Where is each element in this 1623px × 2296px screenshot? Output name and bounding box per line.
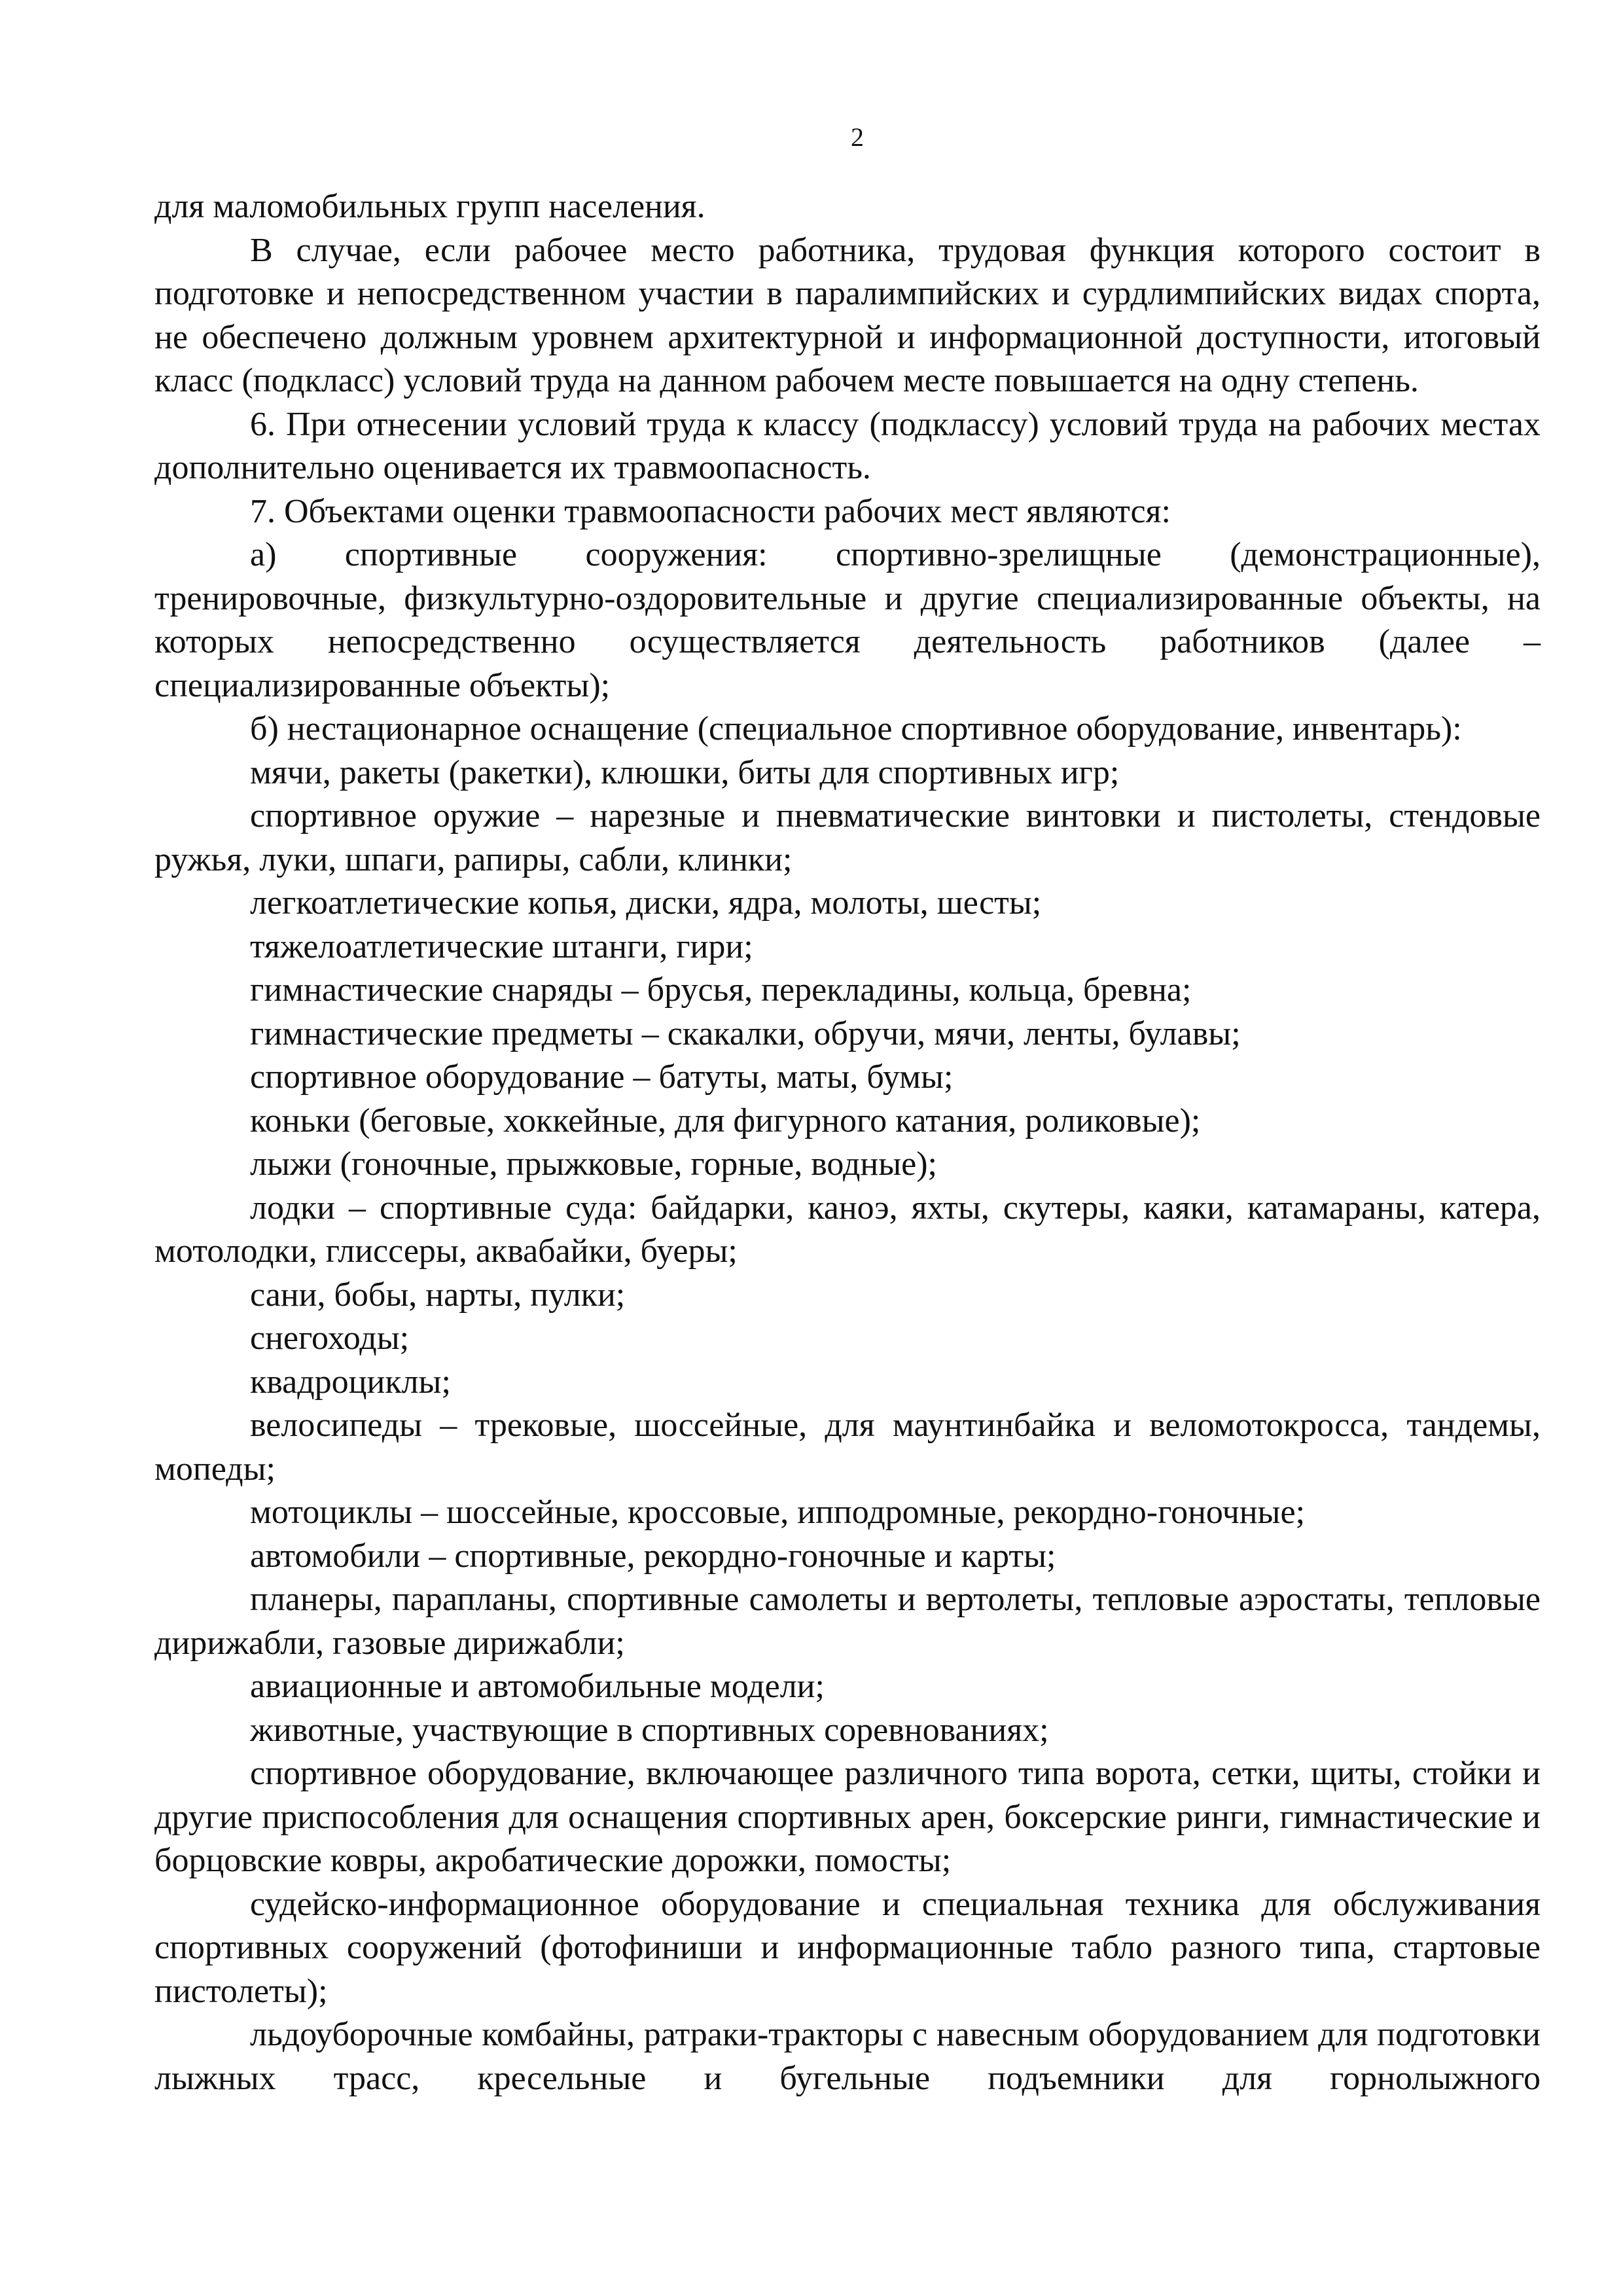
paragraph: сани, бобы, нарты, пулки; — [250, 1276, 626, 1314]
document-body — [154, 185, 1541, 2100]
paragraph: животные, участвующие в спортивных соревнованиях; — [250, 1711, 1049, 1749]
paragraph: спортивное оружие – нарезные и пневматические винтовки и пистолеты, стендовые ружья, луки, шпаги, рапиры, сабли, клинки; — [154, 797, 1541, 878]
paragraph: лыжи (гоночные, прыжковые, горные, водные); — [250, 1145, 938, 1183]
paragraph: планеры, парапланы, спортивные самолеты и вертолеты, тепловые аэростаты, тепловые дирижабли, газовые дирижабли; — [154, 1581, 1541, 1662]
paragraph: для маломобильных групп населения. — [154, 188, 705, 225]
paragraph: судейско-информационное оборудование и специальная техника для обслуживания спортивных сооружений (фотофиниши и информационные табло разного типа, стартовые пистолеты); — [154, 1885, 1541, 2010]
paragraph: авиационные и автомобильные модели; — [250, 1668, 825, 1705]
paragraph: автомобили – спортивные, рекордно-гоночные и карты; — [250, 1537, 1056, 1575]
paragraph: 6. При отнесении условий труда к классу (подклассу) условий труда на рабочих местах дополнительно оценивается их травмоопасность. — [154, 405, 1541, 486]
paragraph: мотоциклы – шоссейные, кроссовые, ипподромные, рекордно-гоночные; — [250, 1494, 1306, 1531]
paragraph: В случае, если рабочее место работника, трудовая функция которого состоит в подготовке и непосредственном участии в паралимпийских и сурдлимпийских видах спорта, не обеспечено должным уровнем архитектурной и информационной доступности, итоговый класс (подкласс) условий труда на данном рабочем месте повышается на одну степень. — [154, 231, 1541, 399]
paragraph: квадроциклы; — [250, 1363, 451, 1401]
paragraph: спортивное оборудование, включающее различного типа ворота, сетки, щиты, стойки и другие приспособления для оснащения спортивных арен, боксерские ринги, гимнастические и борцовские ковры, акробатические дорожки, помосты; — [154, 1755, 1541, 1879]
page-number: 2 — [851, 122, 864, 152]
paragraph: гимнастические предметы – скакалки, обручи, мячи, ленты, булавы; — [250, 1014, 1241, 1052]
paragraph: б) нестационарное оснащение (специальное спортивное оборудование, инвентарь): — [250, 710, 1462, 747]
paragraph: велосипеды – трековые, шоссейные, для маунтинбайка и веломотокросса, тандемы, мопеды; — [154, 1407, 1541, 1488]
paragraph: 7. Объектами оценки травмоопасности рабочих мест являются: — [250, 492, 1171, 530]
paragraph: коньки (беговые, хоккейные, для фигурного катания, роликовые); — [250, 1102, 1201, 1139]
paragraph: лодки – спортивные суда: байдарки, каноэ, яхты, скутеры, каяки, катамараны, катера, мотолодки, глиссеры, аквабайки, буеры; — [154, 1189, 1541, 1270]
paragraph: спортивное оборудование – батуты, маты, бумы; — [250, 1058, 954, 1096]
paragraph: льдоуборочные комбайны, ратраки-тракторы с навесным оборудованием для подготовки лыжных трасс, кресельные и бугельные подъемники для горнолыжного — [154, 2016, 1541, 2097]
paragraph: тяжелоатлетические штанги, гири; — [250, 927, 753, 965]
paragraph: мячи, ракеты (ракетки), клюшки, биты для спортивных игр; — [250, 753, 1120, 791]
paragraph: легкоатлетические копья, диски, ядра, молоты, шесты; — [250, 884, 1042, 922]
paragraph: а) спортивные сооружения: спортивно-зрелищные (демонстрационные), тренировочные, физкультурно-оздоровительные и другие специализированные объекты, на которых непосредственно осуществляется деятельность работников (далее – специализированные объекты); — [154, 536, 1541, 704]
paragraph: снегоходы; — [250, 1319, 410, 1357]
paragraph: гимнастические снаряды – брусья, перекладины, кольца, бревна; — [250, 971, 1192, 1009]
